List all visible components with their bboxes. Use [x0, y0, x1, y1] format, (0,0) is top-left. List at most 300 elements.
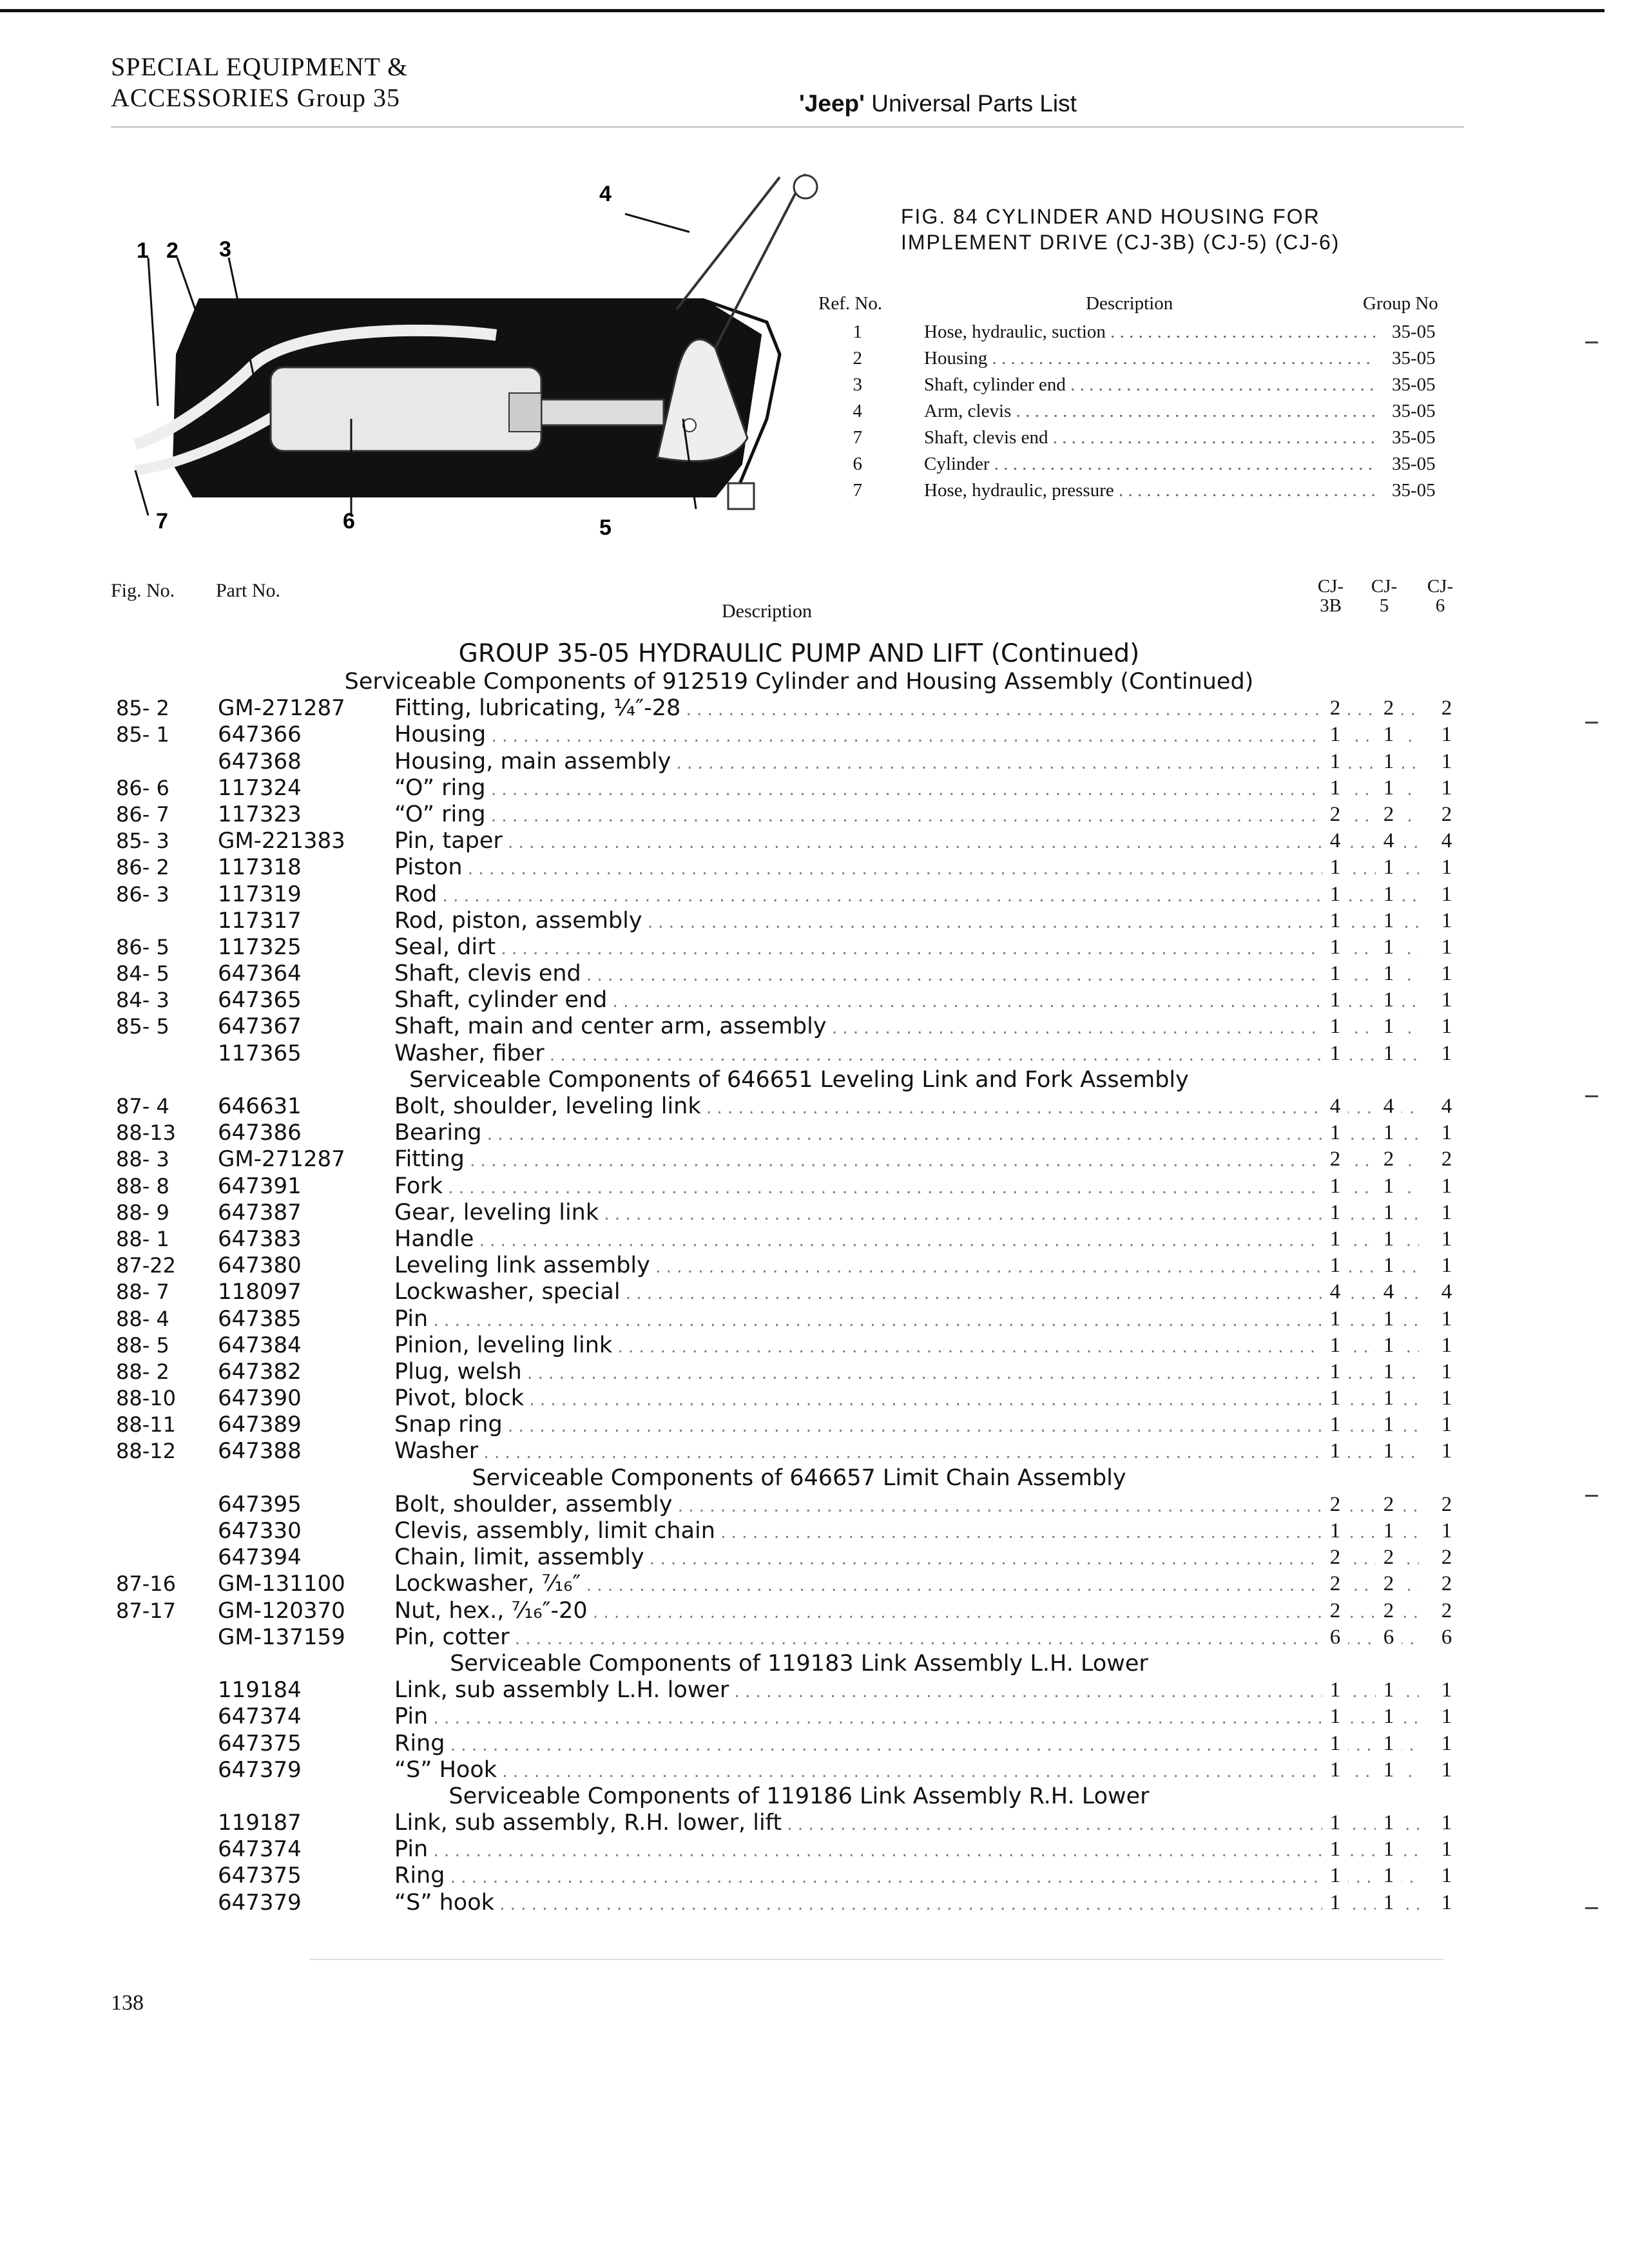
fig-number: 85- 3 [116, 829, 169, 854]
part-row [116, 1810, 1482, 1836]
qty-cj5: 4 [1376, 828, 1402, 854]
qty-cj6: 1 [1434, 1890, 1460, 1916]
reference-row [818, 427, 1469, 454]
part-row [116, 854, 1482, 881]
ref-group: 35-05 [1392, 454, 1436, 474]
part-number: 647367 [218, 1014, 302, 1040]
top-rule [0, 9, 1605, 12]
part-description: Link, sub assembly L.H. lower . . . [394, 1677, 1419, 1706]
ref-description: Shaft, cylinder end . . . [924, 374, 1375, 396]
part-number: 117324 [218, 774, 302, 801]
qty-cj6: 1 [1434, 987, 1460, 1014]
qty-cj5: 4 [1376, 1279, 1402, 1305]
part-number: 647379 [218, 1756, 302, 1783]
qty-cj3b: 2 [1322, 1598, 1348, 1624]
qty-cj3b: 2 [1322, 1146, 1348, 1173]
fig-number: 85- 1 [116, 722, 169, 747]
part-number: 119187 [218, 1810, 302, 1836]
part-description: Pivot, block . . . [394, 1385, 1419, 1414]
qty-cj6: 1 [1434, 961, 1460, 987]
part-description: Gear, leveling link . . . [394, 1200, 1419, 1228]
qty-cj5: 1 [1376, 1306, 1402, 1332]
qty-cj3b: 1 [1322, 1757, 1348, 1783]
qty-cj6: 1 [1434, 854, 1460, 881]
fig-number: 87- 4 [116, 1094, 169, 1119]
qty-cj3b: 1 [1322, 1412, 1348, 1438]
qty-cj6: 1 [1434, 722, 1460, 748]
part-description: “O” ring . . . [394, 775, 1419, 803]
bottom-rule [309, 1959, 1443, 1960]
cj3b-header-top: CJ- [1317, 576, 1344, 597]
section-title-text: Serviceable Components of 646657 Limit Chain Assembly [472, 1465, 1126, 1491]
ref-group-header: Group No [1363, 293, 1438, 314]
qty-cj3b: 1 [1322, 1332, 1348, 1359]
qty-cj5: 1 [1376, 1332, 1402, 1359]
qty-cj5: 2 [1376, 1598, 1402, 1624]
part-description: Bearing . . . [394, 1120, 1419, 1148]
ref-number: 3 [853, 374, 862, 395]
qty-cj6: 1 [1434, 1704, 1460, 1730]
part-number: 647365 [218, 987, 302, 1014]
qty-cj6: 4 [1434, 1093, 1460, 1120]
ref-group: 35-05 [1392, 427, 1436, 448]
qty-cj6: 1 [1434, 934, 1460, 961]
part-number: 647387 [218, 1199, 302, 1225]
margin-mark [1585, 1095, 1598, 1097]
part-description: “S” Hook . . . [394, 1757, 1419, 1785]
part-row [116, 1146, 1482, 1173]
qty-cj6: 1 [1434, 1731, 1460, 1757]
ref-group: 35-05 [1392, 374, 1436, 395]
part-description: Snap ring . . . [394, 1412, 1419, 1440]
qty-cj5: 1 [1376, 1704, 1402, 1730]
qty-cj6: 1 [1434, 775, 1460, 802]
qty-cj5: 1 [1376, 749, 1402, 775]
ref-number: 4 [853, 401, 862, 421]
qty-cj3b: 1 [1322, 1359, 1348, 1385]
part-number: 117319 [218, 881, 302, 907]
part-row [116, 1226, 1482, 1253]
qty-cj5: 2 [1376, 1146, 1402, 1173]
fig-number: 88-11 [116, 1412, 176, 1437]
part-row [116, 1731, 1482, 1757]
qty-cj3b: 1 [1322, 1518, 1348, 1544]
rod-threads [509, 393, 541, 432]
qty-cj6: 1 [1434, 1810, 1460, 1836]
qty-cj5: 1 [1376, 1438, 1402, 1465]
qty-cj3b: 1 [1322, 908, 1348, 934]
qty-cj5: 2 [1376, 802, 1402, 828]
part-row [116, 775, 1482, 802]
callout-3: 3 [219, 237, 231, 262]
catalog-title [799, 90, 1077, 117]
part-description: Pin, taper . . . [394, 828, 1419, 856]
part-row [116, 1306, 1482, 1332]
part-description: Piston . . . [394, 854, 1419, 883]
fig-number: 86- 5 [116, 934, 169, 959]
fig-number: 87-16 [116, 1571, 176, 1597]
fig-number: 88- 7 [116, 1280, 169, 1305]
section-title-text: Serviceable Components of 119186 Link Assembly R.H. Lower [448, 1783, 1150, 1809]
cj6-header [1421, 577, 1460, 615]
part-number: 647374 [218, 1836, 302, 1863]
qty-cj5: 6 [1376, 1624, 1402, 1651]
part-number: 647389 [218, 1412, 302, 1438]
part-description: Fork . . . [394, 1173, 1419, 1202]
part-number: GM-131100 [218, 1571, 345, 1597]
fig-number: 85- 2 [116, 696, 169, 721]
qty-cj6: 1 [1434, 1359, 1460, 1385]
qty-cj5: 1 [1376, 1120, 1402, 1146]
part-row [116, 749, 1482, 775]
qty-cj6: 1 [1434, 1332, 1460, 1359]
part-description: “O” ring . . . [394, 802, 1419, 830]
part-number: 647383 [218, 1225, 302, 1252]
part-number: GM-271287 [218, 1146, 345, 1173]
part-number: 647394 [218, 1544, 302, 1571]
reference-table [818, 293, 1469, 506]
fig-number: 88- 2 [116, 1359, 169, 1384]
part-row [116, 1571, 1482, 1597]
part-number: 647375 [218, 1863, 302, 1889]
qty-cj5: 1 [1376, 1041, 1402, 1067]
qty-cj5: 1 [1376, 881, 1402, 908]
margin-mark [1585, 1907, 1598, 1909]
part-description: Shaft, main and center arm, assembly . . . [394, 1014, 1419, 1042]
qty-cj6: 1 [1434, 1863, 1460, 1889]
part-number: GM-120370 [218, 1597, 345, 1624]
part-number: 119184 [218, 1677, 302, 1704]
figure-title-line2: IMPLEMENT DRIVE (CJ-3B) (CJ-5) (CJ-6) [901, 231, 1340, 254]
part-row [116, 1677, 1482, 1704]
part-row [116, 1863, 1482, 1889]
qty-cj3b: 2 [1322, 695, 1348, 722]
fig-number: 86- 2 [116, 855, 169, 880]
qty-cj6: 1 [1434, 1306, 1460, 1332]
cj3b-header [1311, 577, 1350, 615]
part-description: Chain, limit, assembly . . . [394, 1544, 1419, 1573]
qty-cj6: 1 [1434, 1226, 1460, 1253]
part-description: Pin, cotter . . . [394, 1624, 1419, 1653]
section-title-text: Serviceable Components of 119183 Link Assembly L.H. Lower [450, 1650, 1148, 1677]
part-description: Housing, main assembly . . . [394, 749, 1419, 777]
qty-cj6: 1 [1434, 1836, 1460, 1863]
qty-cj3b: 6 [1322, 1624, 1348, 1651]
part-description: Pin . . . [394, 1704, 1419, 1732]
fig-number: 86- 3 [116, 881, 169, 907]
fig-number: 86- 7 [116, 802, 169, 827]
qty-cj3b: 1 [1322, 961, 1348, 987]
qty-cj5: 1 [1376, 1359, 1402, 1385]
part-number: GM-137159 [218, 1624, 345, 1650]
part-description: Shaft, clevis end . . . [394, 961, 1419, 989]
callout-4: 4 [599, 182, 612, 206]
part-no-header: Part No. [216, 580, 280, 601]
part-row [116, 1624, 1482, 1651]
qty-cj5: 1 [1376, 722, 1402, 748]
part-number: 647388 [218, 1438, 302, 1465]
qty-cj3b: 1 [1322, 749, 1348, 775]
part-description: Pinion, leveling link . . . [394, 1332, 1419, 1361]
qty-cj3b: 1 [1322, 881, 1348, 908]
qty-cj3b: 1 [1322, 1836, 1348, 1863]
part-description: Seal, dirt . . . [394, 934, 1419, 963]
part-row [116, 1518, 1482, 1544]
qty-cj5: 1 [1376, 1518, 1402, 1544]
part-number: 647368 [218, 748, 302, 774]
ref-group: 35-05 [1392, 401, 1436, 421]
qty-cj6: 1 [1434, 1677, 1460, 1704]
part-row [116, 1836, 1482, 1863]
qty-cj3b: 1 [1322, 722, 1348, 748]
part-row [116, 1173, 1482, 1200]
part-description: Shaft, cylinder end . . . [394, 987, 1419, 1015]
section-title-text: Serviceable Components of 646651 Leveling Link and Fork Assembly [409, 1066, 1189, 1093]
part-number: 647395 [218, 1491, 302, 1517]
qty-cj5: 1 [1376, 1226, 1402, 1253]
qty-cj6: 1 [1434, 1412, 1460, 1438]
qty-cj3b: 1 [1322, 987, 1348, 1014]
fig-number: 88- 3 [116, 1147, 169, 1172]
part-number: 117365 [218, 1040, 302, 1066]
fig-number: 88- 5 [116, 1332, 169, 1358]
ref-description: Hose, hydraulic, suction . . . [924, 322, 1375, 343]
section-title [116, 669, 1482, 695]
qty-cj6: 1 [1434, 1253, 1460, 1279]
qty-cj3b: 1 [1322, 1120, 1348, 1146]
qty-cj5: 2 [1376, 1492, 1402, 1518]
part-number: 117317 [218, 907, 302, 934]
part-description: Lockwasher, ⁷⁄₁₆″ . . . [394, 1571, 1419, 1599]
qty-cj3b: 1 [1322, 1306, 1348, 1332]
arm-pivot [794, 175, 817, 198]
qty-cj3b: 1 [1322, 1385, 1348, 1412]
cylinder-body [271, 367, 541, 451]
ref-number: 6 [853, 454, 862, 474]
part-number: 647330 [218, 1518, 302, 1544]
part-description: Fitting . . . [394, 1146, 1419, 1175]
ref-description: Housing . . . [924, 348, 1375, 369]
qty-cj5: 1 [1376, 1173, 1402, 1200]
part-description: Handle . . . [394, 1226, 1419, 1254]
qty-cj6: 2 [1434, 802, 1460, 828]
ref-number: 7 [853, 480, 862, 501]
cj6-header-top: CJ- [1427, 576, 1454, 597]
qty-cj3b: 1 [1322, 1173, 1348, 1200]
part-description: Bolt, shoulder, assembly . . . [394, 1492, 1419, 1520]
qty-cj5: 1 [1376, 1385, 1402, 1412]
section-header-line2: ACCESSORIES Group 35 [111, 83, 400, 112]
qty-cj5: 1 [1376, 1253, 1402, 1279]
part-description: Nut, hex., ⁷⁄₁₆″-20 . . . [394, 1598, 1419, 1626]
fig-number: 88- 4 [116, 1306, 169, 1331]
fig-no-header: Fig. No. [111, 580, 175, 601]
section-title [116, 1465, 1482, 1492]
qty-cj6: 1 [1434, 1757, 1460, 1783]
part-description: Lockwasher, special . . . [394, 1279, 1419, 1307]
qty-cj6: 1 [1434, 1041, 1460, 1067]
fig-number: 87-17 [116, 1598, 176, 1623]
part-description: Plug, welsh . . . [394, 1359, 1419, 1387]
cj5-header-bottom: 5 [1379, 595, 1389, 616]
qty-cj5: 1 [1376, 908, 1402, 934]
cj5-header [1365, 577, 1403, 615]
part-number: 118097 [218, 1279, 302, 1305]
callout-7: 7 [156, 509, 168, 533]
part-number: 647386 [218, 1120, 302, 1146]
part-description: Rod . . . [394, 881, 1419, 910]
ref-group: 35-05 [1392, 480, 1436, 501]
part-row [116, 1704, 1482, 1730]
qty-cj6: 4 [1434, 828, 1460, 854]
qty-cj3b: 1 [1322, 1200, 1348, 1226]
catalog-name: Universal Parts List [871, 90, 1077, 117]
part-number: 646631 [218, 1093, 302, 1119]
part-number: 647380 [218, 1253, 302, 1279]
bracket-foot [728, 483, 754, 509]
part-description: Ring . . . [394, 1731, 1419, 1759]
part-description: Washer, fiber . . . [394, 1041, 1419, 1069]
fig-number: 84- 3 [116, 988, 169, 1013]
brand-name: 'Jeep' [799, 90, 865, 117]
part-row [116, 802, 1482, 828]
qty-cj3b: 1 [1322, 1677, 1348, 1704]
figure-title-line1: FIG. 84 CYLINDER AND HOUSING FOR [901, 205, 1320, 228]
qty-cj5: 1 [1376, 1200, 1402, 1226]
part-row [116, 1093, 1482, 1120]
qty-cj3b: 1 [1322, 1731, 1348, 1757]
qty-cj3b: 1 [1322, 1226, 1348, 1253]
qty-cj3b: 2 [1322, 1544, 1348, 1571]
part-number: 647364 [218, 961, 302, 987]
fig-number: 85- 5 [116, 1014, 169, 1039]
reference-row [818, 401, 1469, 427]
part-description: Washer . . . [394, 1438, 1419, 1466]
part-row [116, 722, 1482, 748]
qty-cj5: 2 [1376, 695, 1402, 722]
callout-6: 6 [343, 509, 355, 533]
qty-cj6: 2 [1434, 1571, 1460, 1597]
qty-cj5: 1 [1376, 1014, 1402, 1040]
qty-cj6: 1 [1434, 1120, 1460, 1146]
qty-cj6: 2 [1434, 1598, 1460, 1624]
reference-row [818, 322, 1469, 348]
fig-number: 84- 5 [116, 961, 169, 986]
part-description: Ring . . . [394, 1863, 1419, 1891]
callout-2: 2 [166, 238, 178, 263]
qty-cj5: 2 [1376, 1544, 1402, 1571]
part-row [116, 1359, 1482, 1385]
qty-cj3b: 1 [1322, 1041, 1348, 1067]
qty-cj6: 1 [1434, 1518, 1460, 1544]
qty-cj3b: 1 [1322, 1863, 1348, 1889]
part-number: 647374 [218, 1704, 302, 1730]
part-description: Clevis, assembly, limit chain . . . [394, 1518, 1419, 1546]
part-number: 117325 [218, 934, 302, 960]
qty-cj3b: 1 [1322, 854, 1348, 881]
ref-number: 7 [853, 427, 862, 448]
part-row [116, 1279, 1482, 1305]
cj5-header-top: CJ- [1371, 576, 1398, 597]
qty-cj6: 1 [1434, 1438, 1460, 1465]
description-header: Description [722, 601, 812, 622]
qty-cj3b: 1 [1322, 1704, 1348, 1730]
part-row [116, 1200, 1482, 1226]
qty-cj3b: 4 [1322, 1093, 1348, 1120]
reference-row [818, 480, 1469, 506]
qty-cj5: 4 [1376, 1093, 1402, 1120]
qty-cj6: 4 [1434, 1279, 1460, 1305]
part-description: Pin . . . [394, 1836, 1419, 1865]
qty-cj5: 1 [1376, 1757, 1402, 1783]
section-title-text: Serviceable Components of 912519 Cylinder and Housing Assembly (Continued) [344, 669, 1254, 695]
part-row [116, 1014, 1482, 1040]
qty-cj6: 2 [1434, 1492, 1460, 1518]
part-row [116, 908, 1482, 934]
fig-number: 86- 6 [116, 775, 169, 800]
qty-cj6: 1 [1434, 1014, 1460, 1040]
part-row [116, 881, 1482, 908]
ref-description: Hose, hydraulic, pressure . . . [924, 480, 1375, 501]
part-description: Housing . . . [394, 722, 1419, 750]
part-row [116, 1757, 1482, 1783]
qty-cj3b: 1 [1322, 1810, 1348, 1836]
part-number: 647390 [218, 1385, 302, 1412]
qty-cj6: 1 [1434, 1385, 1460, 1412]
page-number: 138 [111, 1991, 144, 2015]
qty-cj5: 1 [1376, 1810, 1402, 1836]
ref-number: 2 [853, 348, 862, 369]
section-header-line1: SPECIAL EQUIPMENT & [111, 52, 409, 81]
cj3b-header-bottom: 3B [1320, 595, 1342, 616]
figure-title [901, 204, 1340, 255]
fig-number: 88- 1 [116, 1226, 169, 1251]
margin-mark [1585, 341, 1598, 343]
qty-cj6: 1 [1434, 749, 1460, 775]
parts-list [116, 639, 1482, 1916]
section-title [116, 1067, 1482, 1093]
qty-cj6: 2 [1434, 1146, 1460, 1173]
part-description: “S” hook . . . [394, 1890, 1419, 1918]
reference-table-header [818, 293, 1469, 322]
part-row [116, 1253, 1482, 1279]
part-number: 647366 [218, 722, 302, 748]
part-row [116, 1438, 1482, 1465]
reference-row [818, 454, 1469, 480]
group-title-text: GROUP 35-05 HYDRAULIC PUMP AND LIFT (Continued) [458, 639, 1140, 668]
part-number: GM-271287 [218, 695, 345, 722]
part-row [116, 1492, 1482, 1518]
qty-cj6: 1 [1434, 1200, 1460, 1226]
part-description: Rod, piston, assembly . . . [394, 908, 1419, 936]
callout-5: 5 [599, 515, 612, 540]
ref-description-header: Description [1086, 293, 1173, 314]
qty-cj6: 2 [1434, 695, 1460, 722]
qty-cj6: 1 [1434, 881, 1460, 908]
qty-cj5: 1 [1376, 1412, 1402, 1438]
qty-cj5: 1 [1376, 934, 1402, 961]
qty-cj5: 1 [1376, 961, 1402, 987]
reference-row [818, 374, 1469, 401]
part-row [116, 1385, 1482, 1412]
part-number: 647391 [218, 1173, 302, 1199]
qty-cj5: 1 [1376, 1836, 1402, 1863]
reference-row [818, 348, 1469, 374]
part-number: 647385 [218, 1305, 302, 1332]
part-number: 647375 [218, 1730, 302, 1756]
fig-number: 88-13 [116, 1120, 176, 1146]
part-description: Pin . . . [394, 1306, 1419, 1334]
